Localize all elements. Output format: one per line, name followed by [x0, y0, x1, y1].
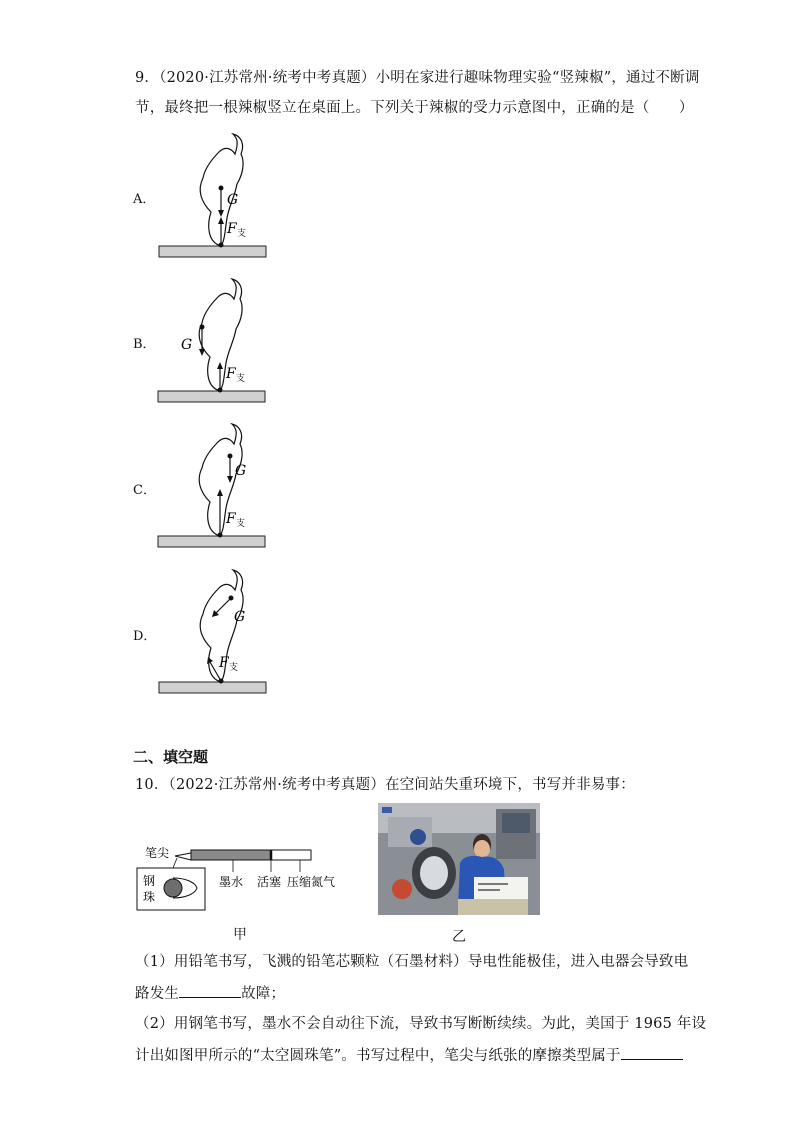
plug-label: 活塞	[257, 875, 282, 889]
gravity-label: G	[227, 192, 239, 208]
gravity-label: G	[181, 337, 193, 353]
section-title: 二、填空题	[133, 748, 209, 766]
gas-label: 压缩氮气	[287, 875, 336, 889]
support-arrowhead	[218, 217, 224, 224]
support-subscript: 支	[237, 229, 247, 239]
q10-part2-line2: 计出如图甲所示的“太空圆珠笔”。书写过程中，笔尖与纸张的摩擦类型属于	[135, 1044, 683, 1066]
option-a-diagram[interactable]	[155, 132, 275, 264]
option-a-label[interactable]: A．	[133, 192, 156, 207]
steel-ball	[164, 879, 182, 897]
option-c-diagram[interactable]	[154, 422, 274, 554]
support-subscript: 支	[236, 519, 246, 529]
option-b-diagram[interactable]	[154, 277, 274, 409]
answer-blank-1[interactable]	[179, 982, 241, 998]
pen-gas-segment	[271, 850, 311, 860]
option-d-label[interactable]: D．	[133, 629, 157, 644]
table-surface	[159, 682, 266, 693]
q10-part2-line1: （2）用钢笔书写，墨水不会自动往下流，导致书写断断续续。为此，美国于 1965 年设	[135, 1016, 707, 1032]
option-b-label[interactable]: B．	[133, 337, 156, 352]
support-arrowhead	[217, 362, 223, 369]
answer-blank-2[interactable]	[621, 1044, 683, 1060]
support-label: F	[219, 655, 229, 671]
option-c-label[interactable]: C．	[133, 483, 156, 498]
pen-diagram	[133, 838, 353, 916]
support-subscript: 支	[236, 374, 246, 384]
gravity-arrowhead	[199, 349, 205, 356]
q9-stem-line1: 9．（2020·江苏常州·统考中考真题）小明在家进行趣味物理实验“竖辣椒”，通过不断调	[135, 70, 700, 86]
figure-caption-jia: 甲	[233, 927, 247, 943]
support-label: F	[226, 511, 236, 527]
pen-ink-segment	[191, 850, 271, 860]
support-label: F	[226, 366, 236, 382]
q10-part1-line1: （1）用铅笔书写，飞溅的铅笔芯颗粒（石墨材料）导电性能极佳，进入电器会导致电	[135, 954, 689, 970]
table-surface	[158, 391, 265, 402]
figure-caption-yi: 乙	[452, 929, 466, 945]
astronaut-photo	[378, 803, 540, 915]
gravity-arrowhead	[218, 210, 224, 217]
gravity-arrow	[216, 598, 231, 613]
gravity-label: G	[235, 463, 247, 479]
table-surface	[159, 246, 266, 257]
ball-label-1: 钢	[143, 874, 156, 888]
q10-part1-line2: 路发生 故障；	[135, 982, 285, 1004]
ink-label: 墨水	[219, 875, 244, 889]
pen-tip-label: 笔尖	[145, 846, 170, 860]
pen-tip	[175, 853, 191, 860]
q10-stem: 10．（2022·江苏常州·统考中考真题）在空间站失重环境下，书写并非易事：	[135, 777, 635, 793]
support-label: F	[227, 221, 237, 237]
gravity-arrowhead	[227, 476, 233, 483]
gravity-label: G	[234, 609, 246, 625]
ball-label-2: 珠	[143, 890, 156, 904]
q9-stem-line2: 节，最终把一根辣椒竖立在桌面上。下列关于辣椒的受力示意图中，正确的是（ ）	[135, 100, 694, 116]
support-arrowhead	[217, 489, 223, 496]
table-surface	[158, 536, 265, 547]
option-d-diagram[interactable]	[155, 568, 275, 700]
support-subscript: 支	[229, 663, 239, 673]
